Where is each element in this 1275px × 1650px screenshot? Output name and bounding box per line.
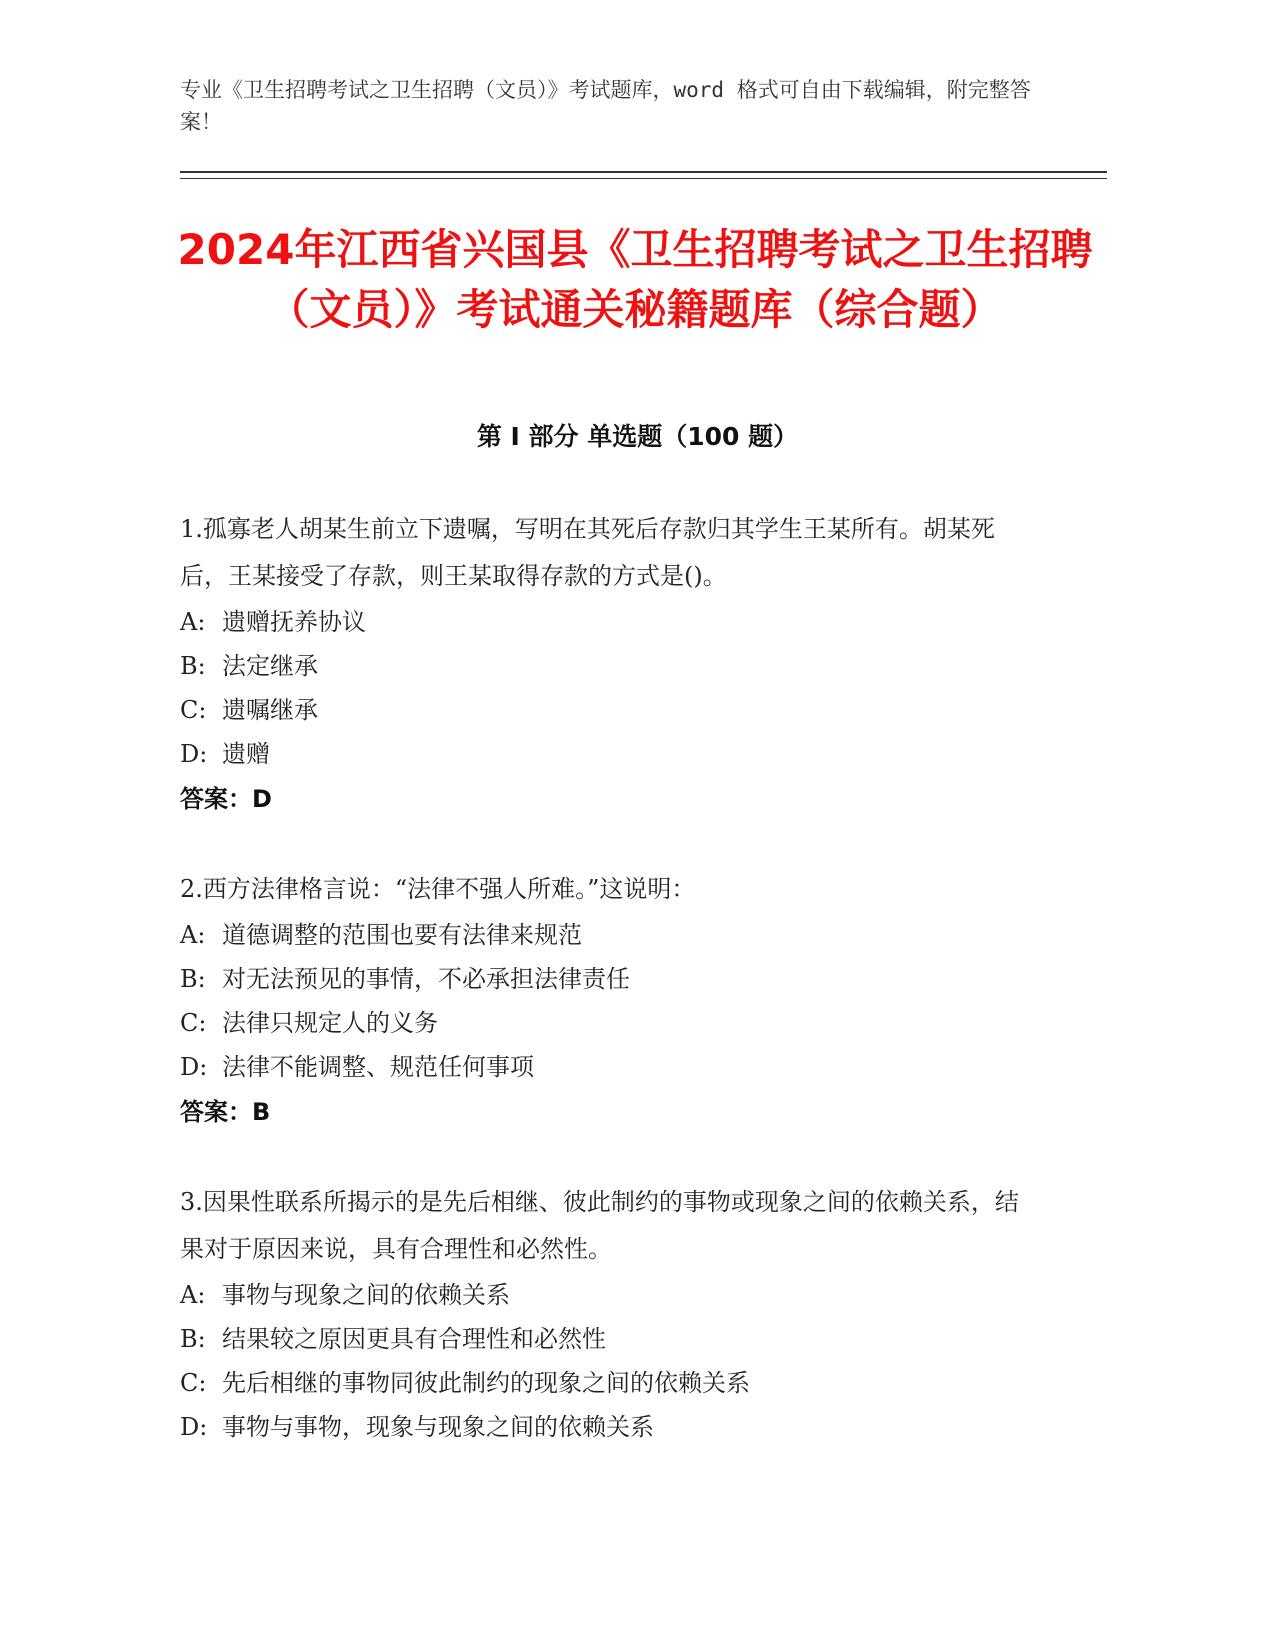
option-key: B: [180, 1325, 206, 1353]
option-key: C: [180, 1009, 207, 1037]
question-1 [180, 506, 1020, 822]
option-b [180, 957, 1020, 1001]
option-d [180, 1405, 1020, 1449]
option-b [180, 1317, 1020, 1361]
option-text: 遗赠 [222, 740, 270, 768]
option-c [180, 688, 1020, 732]
question-stem: 2.西方法律格言说：“法律不强人所难。”这说明： [180, 875, 696, 903]
option-text: 法律只规定人的义务 [222, 1009, 438, 1037]
option-key: B: [180, 652, 206, 680]
option-key: D: [180, 1413, 208, 1441]
question-list [180, 506, 1020, 1493]
option-b [180, 644, 1020, 688]
option-text: 遗嘱继承 [222, 696, 318, 724]
option-key: A: [180, 1281, 206, 1309]
option-c [180, 1361, 1020, 1405]
option-a [180, 1273, 1020, 1317]
option-key: A: [180, 921, 206, 949]
question-2 [180, 866, 1020, 1135]
option-d [180, 732, 1020, 776]
option-d [180, 1045, 1020, 1089]
option-text: 法定继承 [222, 652, 318, 680]
option-text: 事物与现象之间的依赖关系 [222, 1281, 510, 1309]
option-text: 结果较之原因更具有合理性和必然性 [222, 1325, 606, 1353]
answer: 答案：B [180, 1098, 271, 1126]
question-stem: 1.孤寡老人胡某生前立下遗嘱，写明在其死后存款归其学生王某所有。胡某死后，王某接受了存款，则王某取得存款的方式是()。 [180, 515, 995, 590]
answer: 答案：D [180, 785, 272, 813]
option-text: 遗赠抚养协议 [222, 608, 366, 636]
option-text: 法律不能调整、规范任何事项 [222, 1053, 534, 1081]
option-text: 先后相继的事物同彼此制约的现象之间的依赖关系 [222, 1369, 750, 1397]
header-rule-thick [180, 171, 1107, 173]
option-key: C: [180, 696, 207, 724]
document-title: 2024年江西省兴国县《卫生招聘考试之卫生招聘（文员）》考试通关秘籍题库（综合题） [177, 225, 1093, 334]
question-stem: 3.因果性联系所揭示的是先后相继、彼此制约的事物或现象之间的依赖关系，结果对于原因来说，具有合理性和必然性。 [180, 1188, 1019, 1263]
option-key: B: [180, 965, 206, 993]
option-key: D: [180, 740, 208, 768]
option-key: C: [180, 1369, 207, 1397]
header-rule-thin [180, 178, 1107, 179]
option-c [180, 1001, 1020, 1045]
option-key: A: [180, 608, 206, 636]
option-a [180, 913, 1020, 957]
header-note: 专业《卫生招聘考试之卫生招聘（文员）》考试题库，word 格式可自由下载编辑，附完整答案！ [180, 78, 1031, 134]
option-text: 事物与事物，现象与现象之间的依赖关系 [222, 1413, 654, 1441]
option-key: D: [180, 1053, 208, 1081]
section-title: 第 I 部分 单选题（100 题） [476, 422, 799, 451]
question-3 [180, 1179, 1020, 1449]
option-a [180, 600, 1020, 644]
option-text: 对无法预见的事情，不必承担法律责任 [222, 965, 630, 993]
option-text: 道德调整的范围也要有法律来规范 [222, 921, 582, 949]
